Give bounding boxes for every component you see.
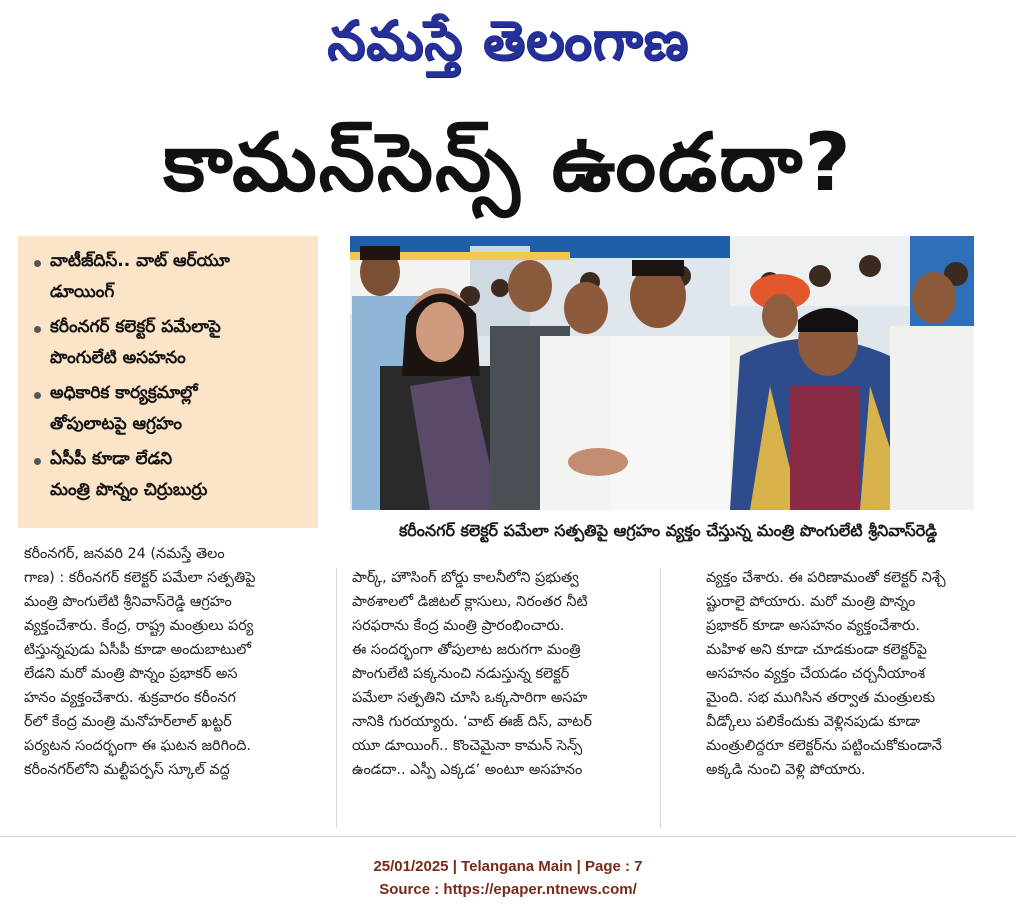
newspaper-masthead: నమస్తే తెలంగాణ xyxy=(327,8,689,72)
article-text-line: పొంగులేటి పక్కనుంచి నడుస్తున్న కలెక్టర్ xyxy=(352,666,570,682)
article-text-line: సరఫరాను కేంద్ర మంత్రి ప్రారంభించారు. xyxy=(352,618,565,634)
bullet-icon xyxy=(34,458,41,465)
highlight-line: ఏసీపీ కూడా లేడని xyxy=(50,449,173,469)
article-column-3 xyxy=(706,566,996,782)
article-headline: కామన్‌సెన్స్ ఉండదా? xyxy=(163,116,853,209)
highlight-item xyxy=(30,312,310,374)
highlight-line: అధికారిక కార్యక్రమాల్లో xyxy=(50,383,198,403)
bullet-icon xyxy=(34,260,41,267)
article-text-line: లేడని మరో మంత్రి పొన్నం ప్రభాకర్ అస xyxy=(24,666,238,682)
highlights-box xyxy=(18,236,318,528)
article-text-line: అక్కడి నుంచి వెళ్లి పోయారు. xyxy=(706,762,866,778)
article-text-line: మైంది. సభ ముగిసిన తర్వాత మంత్రులకు xyxy=(706,690,936,706)
article-column-1 xyxy=(24,542,316,782)
article-text-line: గాణ) : కరీంనగర్ కలెక్టర్ పమేలా సత్పతిపై xyxy=(24,570,256,586)
highlight-line: మంత్రి పొన్నం చిర్రుబుర్రు xyxy=(50,480,208,500)
footer-source: Source : https://epaper.ntnews.com/ xyxy=(379,881,637,898)
highlight-line: పొంగులేటి అసహనం xyxy=(50,348,186,368)
article-text-line: వ్యక్తంచేశారు. కేంద్ర, రాష్ట్ర మంత్రులు పర్య xyxy=(24,618,254,634)
column-divider xyxy=(336,568,337,828)
article-text-line: ఉండదా.. ఎస్పీ ఎక్కడ’ అంటూ అసహనం xyxy=(352,762,583,778)
highlight-item xyxy=(30,378,310,440)
article-text-line: వ్యక్తం చేశారు. ఈ పరిణామంతో కలెక్టర్ నిశ్చే xyxy=(706,570,946,586)
highlight-item xyxy=(30,444,310,506)
article-text-line: నానికి గురయ్యారు. ‘వాట్ ఈజ్ దిస్, వాటర్ xyxy=(352,714,592,730)
article-text-line: వీడ్కోలు పలికేందుకు వెళ్లినపుడు కూడా xyxy=(706,714,921,730)
footer-date-page: 25/01/2025 | Telangana Main | Page : 7 xyxy=(373,858,643,875)
article-text-line: హనం వ్యక్తంచేశారు. శుక్రవారం కరీంనగ xyxy=(24,690,236,706)
article-text-line: కరీంనగర్, జనవరి 24 (నమస్తే తెలం xyxy=(24,546,225,562)
article-text-line: ర్‌లో కేంద్ర మంత్రి మనోహర్‌లాల్ ఖట్టర్ xyxy=(24,714,232,730)
footer-divider xyxy=(0,836,1016,837)
highlight-line: వాటీజ్‌దిస్.. వాట్ ఆర్‌యూ xyxy=(50,251,230,271)
article-text-line: పార్క్, హౌసింగ్ బోర్డు కాలనీలోని ప్రభుత్వ xyxy=(352,570,579,586)
highlight-line: తోపులాటపై ఆగ్రహం xyxy=(50,414,182,434)
highlight-item xyxy=(30,246,310,308)
article-text-line: అసహనం వ్యక్తం చేయడం చర్చనీయాంశ xyxy=(706,666,926,682)
news-photo xyxy=(350,236,974,510)
article-text-line: టిస్తున్నపుడు ఏసీపీ కూడా అందుబాటులో xyxy=(24,642,251,658)
highlight-line: కరీంనగర్ కలెక్టర్ పమేలాపై xyxy=(50,317,221,337)
article-text-line: మంత్రులిద్దరూ కలెక్టర్‌ను పట్టించుకోకుండానే xyxy=(706,738,942,754)
article-text-line: ఈ సందర్భంగా తోపులాట జరుగగా మంత్రి xyxy=(352,642,581,658)
bullet-icon xyxy=(34,392,41,399)
news-photo-image xyxy=(350,236,974,510)
bullet-icon xyxy=(34,326,41,333)
article-text-line: పర్యటన సందర్భంగా ఈ ఘటన జరిగింది. xyxy=(24,738,251,754)
article-text-line: ష్టురాలై పోయారు. మరో మంత్రి పొన్నం xyxy=(706,594,916,610)
article-text-line: మహిళ అని కూడా చూడకుండా కలెక్టర్‌పై xyxy=(706,642,927,658)
photo-caption: కరీంనగర్ కలెక్టర్ పమేలా సత్పతిపై ఆగ్రహం వ్యక్తం చేస్తున్న మంత్రి పొంగులేటి శ్రీనివాస్‌రెడ్డి xyxy=(398,521,938,540)
column-divider xyxy=(660,568,661,828)
article-text-line: పమేలా సత్పతిని చూసి ఒక్కసారిగా అసహ xyxy=(352,690,588,706)
highlight-line: డూయింగ్ xyxy=(50,282,115,302)
article-text-line: యూ డూయింగ్.. కొంచెమైనా కామన్ సెన్స్ xyxy=(352,738,583,754)
article-column-2 xyxy=(352,566,646,782)
article-text-line: పాఠశాలలో డిజిటల్ క్లాసులు, నిరంతర నీటి xyxy=(352,594,588,610)
article-text-line: ప్రభాకర్ కూడా అసహనం వ్యక్తంచేశారు. xyxy=(706,618,920,634)
article-text-line: కరీంనగర్‌లోని మల్టీపర్పస్ స్కూల్ వద్ద xyxy=(24,762,230,778)
article-text-line: మంత్రి పొంగులేటి శ్రీనివాస్‌రెడ్డి ఆగ్రహం xyxy=(24,594,232,610)
